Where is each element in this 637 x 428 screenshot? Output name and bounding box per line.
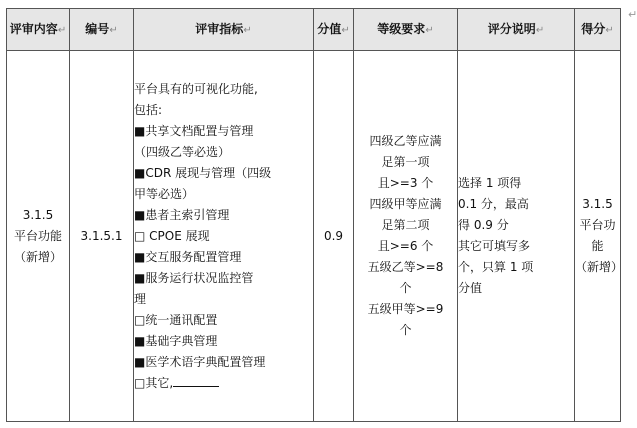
criteria-line: □ CPOE 展现: [134, 228, 210, 243]
header-number: 编号↵: [70, 9, 134, 51]
criteria-line: □其它,: [134, 373, 313, 394]
criteria-line: 甲等必选）: [134, 186, 195, 201]
level-cell: [354, 51, 458, 422]
content-cell: [7, 51, 70, 422]
return-mark-icon: ↵: [109, 24, 118, 36]
return-mark-icon: ↵: [57, 24, 67, 36]
level-line: 四级甲等应满: [369, 197, 442, 211]
criteria-line: ■共享文档配置与管理: [134, 123, 254, 138]
criteria-line: 平台具有的可视化功能,: [134, 81, 258, 96]
content-name: 平台功能: [13, 228, 62, 243]
header-got: 得分↵: [575, 9, 621, 51]
level-list: [354, 131, 457, 341]
header-content: 评审内容↵: [7, 9, 70, 51]
criteria-cell: [134, 51, 314, 422]
header-row: [7, 9, 621, 51]
criteria-line: ■医学术语字典配置管理: [134, 354, 266, 369]
item-number: 3.1.5.1: [80, 228, 123, 243]
got-cell: [575, 51, 624, 422]
return-mark-icon: ↵: [341, 24, 350, 36]
level-line: 五级甲等>=9: [367, 302, 444, 316]
content-note: （新增）: [13, 249, 62, 264]
table-row: [7, 51, 621, 422]
criteria-line: ■服务运行状况监控管: [134, 270, 254, 285]
score-value: 0.9: [323, 228, 344, 243]
level-line: 个: [399, 281, 412, 295]
level-line: 五级乙等>=8: [367, 260, 444, 274]
explain-line: 个，只算 1 项: [458, 260, 534, 274]
got-name: 平台功能: [579, 218, 616, 253]
header-criteria: 评审指标↵: [134, 9, 314, 51]
level-line: 且>=3 个: [377, 176, 434, 190]
explain-list: [458, 173, 574, 299]
criteria-line: （四级乙等必选）: [134, 144, 231, 159]
criteria-line: ■患者主索引管理: [134, 207, 230, 222]
criteria-line: ■CDR 展现与管理（四级: [134, 165, 272, 180]
level-line: 个: [399, 323, 412, 337]
evaluation-table: [6, 8, 624, 422]
score-cell: [314, 51, 354, 422]
explain-line: 分值: [458, 281, 483, 295]
explain-line: 0.1 分，最高: [458, 197, 529, 211]
header-score: 分值↵: [314, 9, 354, 51]
level-line: 足第二项: [381, 218, 430, 232]
level-line: 足第一项: [381, 155, 430, 169]
criteria-line: ■交互服务配置管理: [134, 249, 242, 264]
blank-fill-line: [173, 374, 219, 387]
criteria-line: 包括:: [134, 102, 163, 117]
explain-line: 其它可填写多: [458, 239, 531, 253]
explain-line: 选择 1 项得: [458, 176, 522, 190]
header-explain: 评分说明↵: [458, 9, 575, 51]
explain-line: 得 0.9 分: [458, 218, 509, 232]
return-mark-icon: ↵: [243, 24, 252, 36]
return-mark-icon: ↵: [605, 24, 614, 36]
header-level: 等级要求↵: [354, 9, 458, 51]
return-mark-icon: ↵: [535, 24, 545, 36]
criteria-line: ■基础字典管理: [134, 333, 218, 348]
return-mark-icon: ↵: [628, 8, 637, 21]
return-mark-icon: ↵: [425, 24, 434, 36]
explain-cell: [458, 51, 575, 422]
level-line: 四级乙等应满: [369, 134, 442, 148]
criteria-list: [134, 79, 313, 394]
level-line: 且>=6 个: [377, 239, 434, 253]
criteria-line: □统一通讯配置: [134, 312, 218, 327]
got-code: 3.1.5: [582, 197, 613, 211]
criteria-line: 理: [134, 291, 147, 306]
content-code: 3.1.5: [22, 207, 54, 222]
number-cell: [70, 51, 134, 422]
got-note: （新增）: [575, 260, 624, 274]
